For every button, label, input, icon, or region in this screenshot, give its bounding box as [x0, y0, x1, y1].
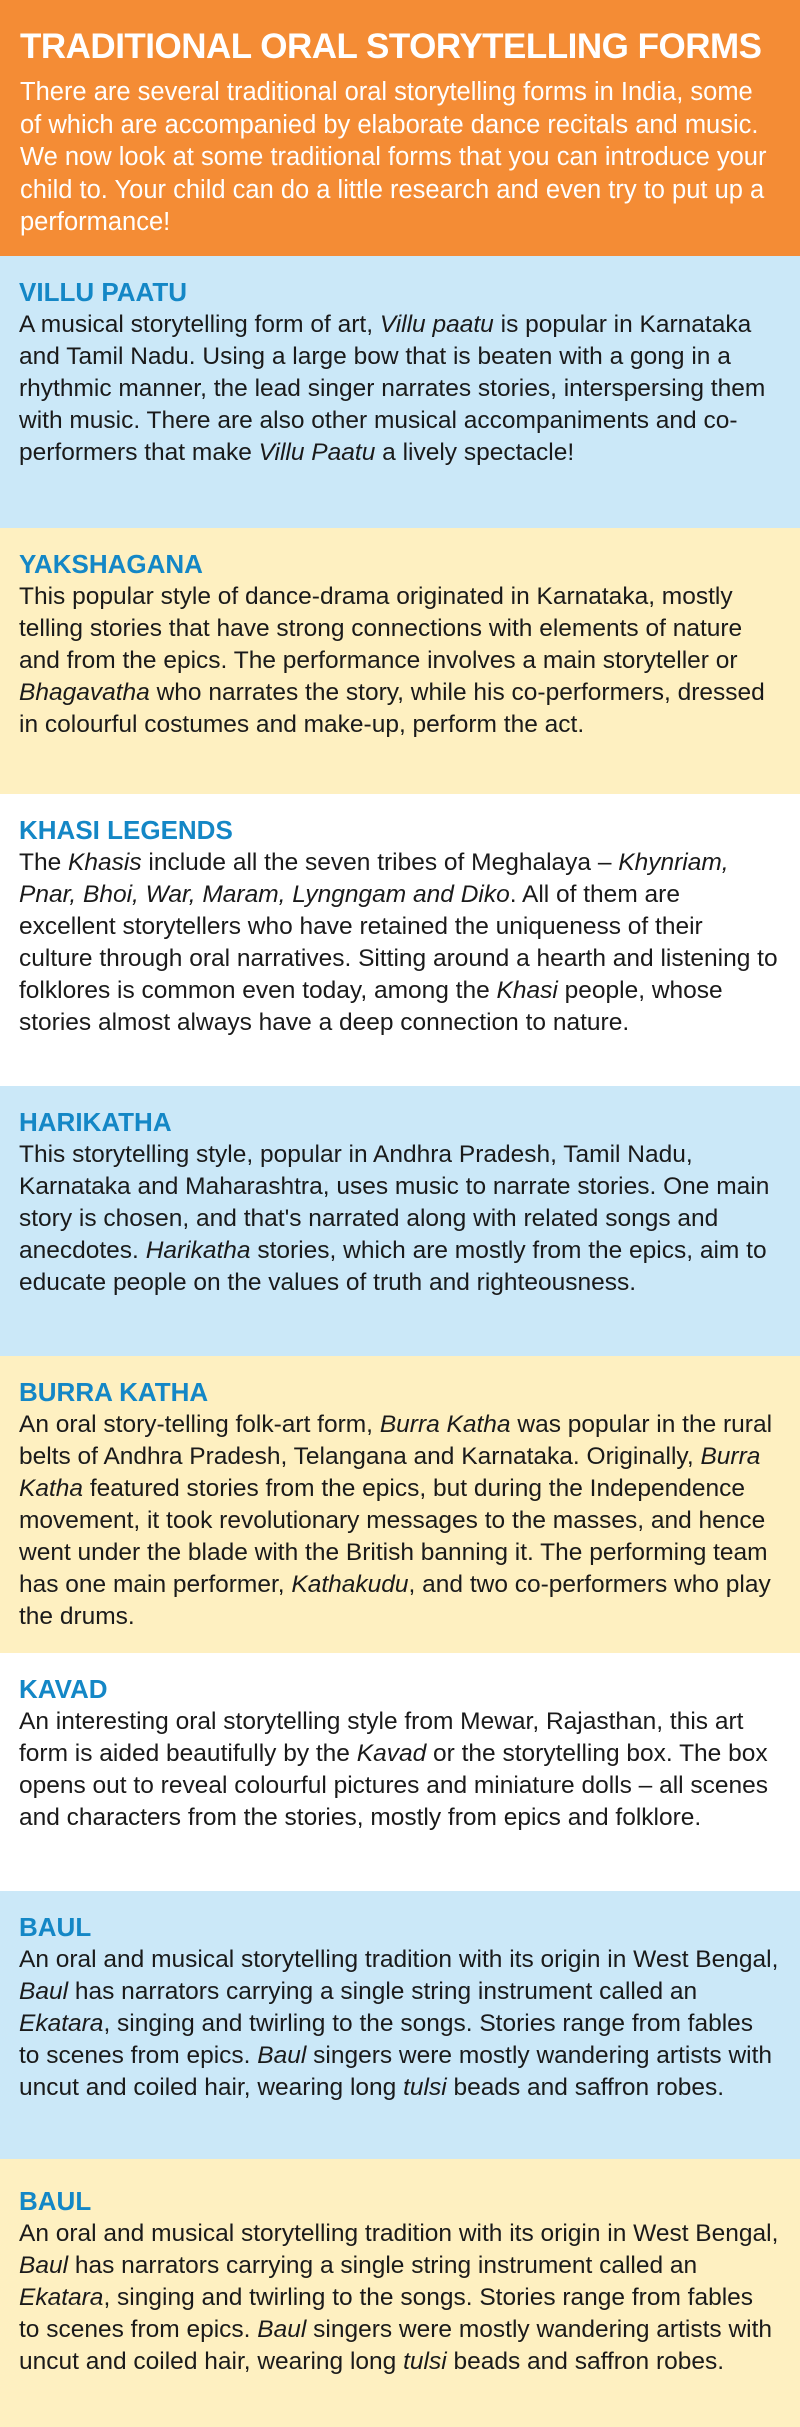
section-heading: BURRA KATHA — [19, 1377, 209, 1407]
page-title: TRADITIONAL ORAL STORYTELLING FORMS — [20, 27, 762, 66]
section-body: An oral story-telling folk-art form, Burra Katha was popular in the rural belts of Andhra Pradesh, Telangana and Karnataka. Originally, Burra Katha featured stories from the epics, but during the Independence movement, it took revolutionary messages to the masses, and hence went under the blade with the British banning it. The performing team has one main performer, Kathakudu, and two co-performers who play the drums. — [19, 1411, 773, 1630]
section-body: An interesting oral storytelling style from Mewar, Rajasthan, this art form is aided beautifully by the Kavad or the storytelling box. The box opens out to reveal colourful pictures and miniature dolls – all scenes and characters from the stories, mostly from epics and folklore. — [19, 1708, 769, 1831]
section-body: This storytelling style, popular in Andhra Pradesh, Tamil Nadu, Karnataka and Maharashtra, uses music to narrate stories. One main story is chosen, and that's narrated along with related songs and anecdotes. Harikatha stories, which are mostly from the epics, aim to educate people on the values of truth and righteousness. — [19, 1141, 770, 1296]
section-baul-repeat — [0, 2159, 800, 2427]
section-body: An oral and musical storytelling tradition with its origin in West Bengal, Baul has narrators carrying a single string instrument called an Ekatara, singing and twirling to the songs. Stories range from fables to scenes from epics. Baul singers were mostly wandering artists with uncut and coiled hair, wearing long tulsi beads and saffron robes. — [19, 2220, 779, 2375]
section-heading: BAUL — [19, 1912, 92, 1942]
section-body: A musical storytelling form of art, Villu paatu is popular in Karnataka and Tamil Nadu. Using a large bow that is beaten with a gong in a rhythmic manner, the lead singer narrates stories, interspersing them with music. There are also other musical accompaniments and co-performers that make Villu Paatu a lively spectacle! — [19, 311, 766, 466]
section-burra-katha — [0, 1356, 800, 1653]
section-body: The Khasis include all the seven tribes of Meghalaya – Khynriam, Pnar, Bhoi, War, Maram, Lyngngam and Diko. All of them are excellent storytellers who have retained the uniqueness of their culture through oral narratives. Sitting around a hearth and listening to folklores is common even today, among the Khasi people, whose stories almost always have a deep connection to nature. — [19, 849, 778, 1036]
section-heading: VILLU PAATU — [19, 277, 188, 307]
section-yakshagana — [0, 528, 800, 794]
section-heading: HARIKATHA — [19, 1107, 172, 1137]
section-body: An oral and musical storytelling tradition with its origin in West Bengal, Baul has narrators carrying a single string instrument called an Ekatara, singing and twirling to the songs. Stories range from fables to scenes from epics. Baul singers were mostly wandering artists with uncut and coiled hair, wearing long tulsi beads and saffron robes. — [19, 1946, 779, 2101]
section-villu-paatu — [0, 256, 800, 528]
page-header — [0, 0, 800, 256]
section-body: This popular style of dance-drama originated in Karnataka, mostly telling stories that have strong connections with elements of nature and from the epics. The performance involves a main storyteller or Bhagavatha who narrates the story, while his co-performers, dressed in colourful costumes and make-up, perform the act. — [19, 583, 765, 738]
section-heading: KHASI LEGENDS — [19, 815, 233, 845]
section-kavad — [0, 1653, 800, 1891]
section-khasi-legends — [0, 794, 800, 1086]
section-harikatha — [0, 1086, 800, 1356]
section-heading: BAUL — [19, 2186, 92, 2216]
intro-text: There are several traditional oral storytelling forms in India, some of which are accompanied by elaborate dance recitals and music. We now look at some traditional forms that you can introduce your child to. Your child can do a little research and even try to put up a performance! — [20, 78, 767, 236]
section-heading: YAKSHAGANA — [19, 549, 203, 579]
section-baul — [0, 1891, 800, 2159]
section-heading: KAVAD — [19, 1674, 108, 1704]
